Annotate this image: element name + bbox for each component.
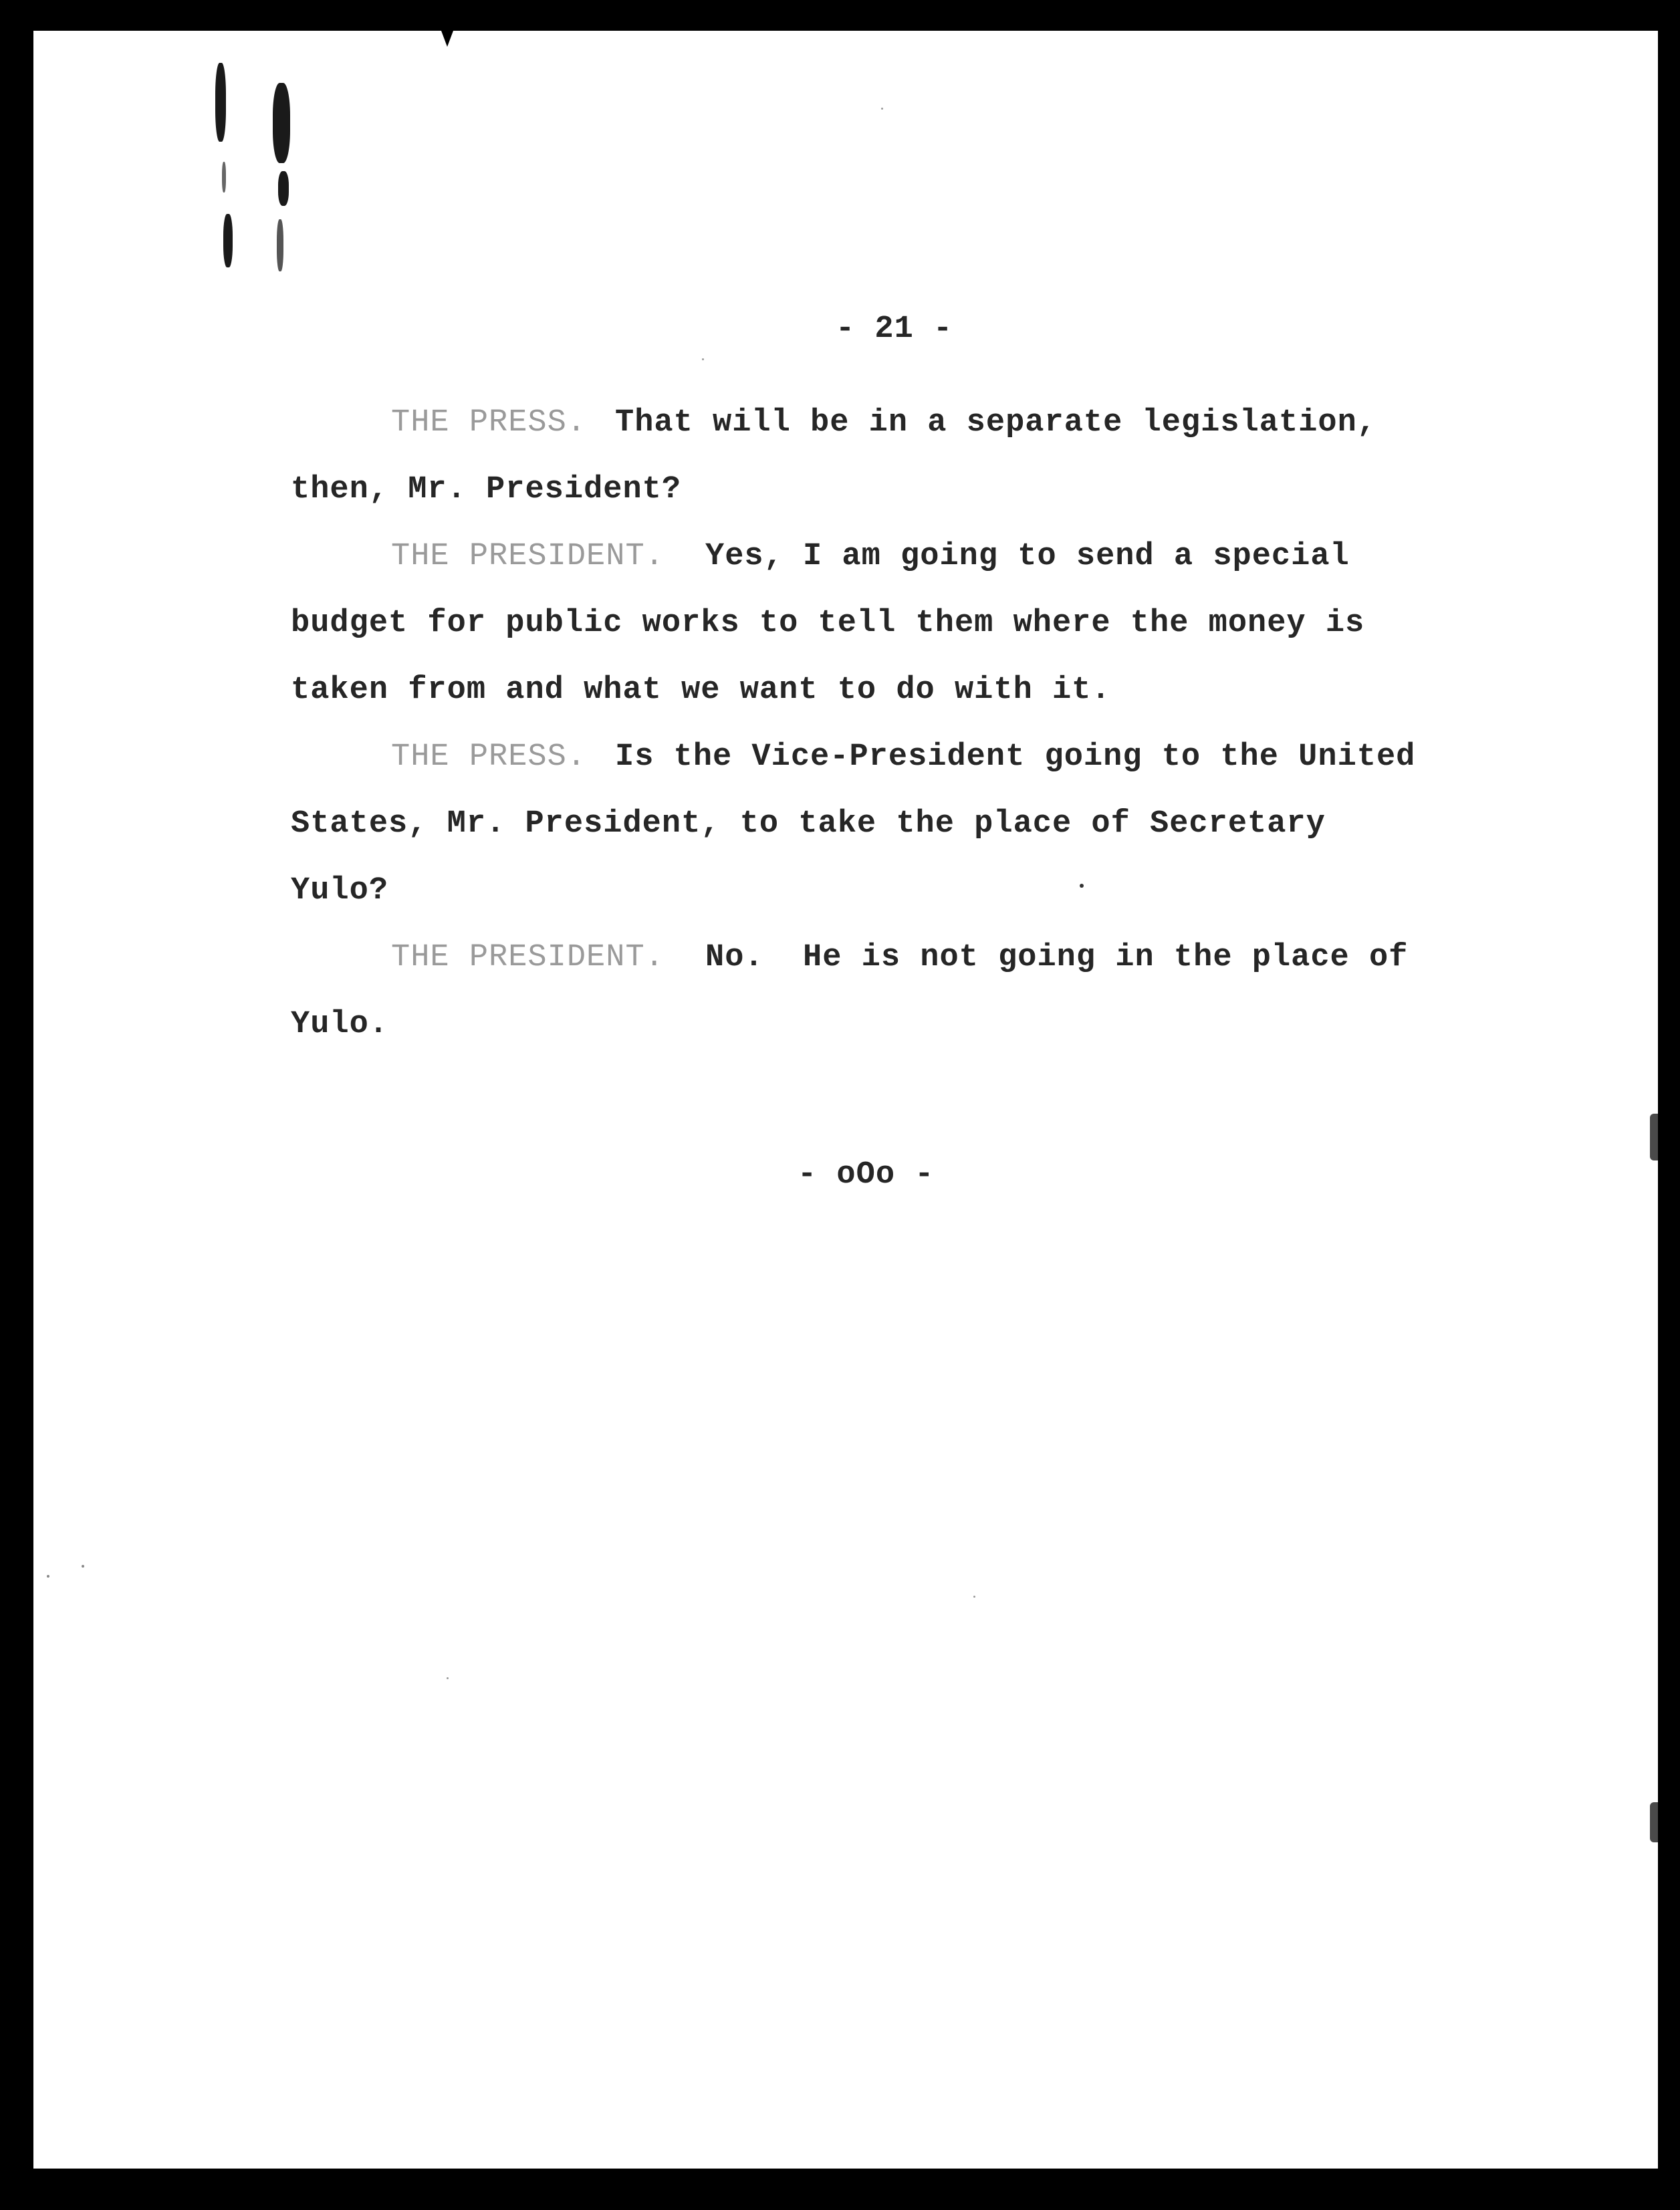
binding-mark-left xyxy=(215,63,226,142)
paragraph-line: That will be in a separate legislation, xyxy=(615,405,1376,441)
paragraph-line: budget for public works to tell them where the money is xyxy=(291,606,1365,641)
speaker-label: THE PRESIDENT. xyxy=(391,940,665,975)
paper-speck xyxy=(1080,884,1084,888)
paragraph-line: Yes, I am going to send a special xyxy=(705,539,1350,574)
paper-speck xyxy=(82,1565,84,1568)
paragraph-line: No. He is not going in the place of xyxy=(705,940,1409,975)
paragraph-line: Yulo. xyxy=(291,1007,389,1042)
page-number: - 21 - xyxy=(836,312,953,347)
paragraph-line: States, Mr. President, to take the place of Secretary xyxy=(291,806,1326,842)
page-tab-mark xyxy=(441,31,453,47)
paper-speck xyxy=(881,108,883,110)
binding-mark-right xyxy=(277,219,283,271)
paper-speck xyxy=(447,1677,449,1679)
speaker-label: THE PRESIDENT. xyxy=(391,539,665,574)
binding-mark-right xyxy=(273,83,290,163)
paragraph-line: Yulo? xyxy=(291,873,389,908)
paper-edge-mark xyxy=(1650,1114,1658,1160)
binding-mark-right xyxy=(278,171,289,206)
paper-speck xyxy=(973,1596,975,1598)
binding-mark-left xyxy=(223,214,233,267)
document-page xyxy=(33,31,1658,2169)
paper-speck xyxy=(47,1575,49,1578)
paper-edge-mark xyxy=(1650,1802,1658,1842)
binding-mark-left xyxy=(222,162,226,193)
paragraph-line: then, Mr. President? xyxy=(291,472,682,507)
paragraph-line: Is the Vice-President going to the United xyxy=(615,739,1416,775)
paragraph-line: taken from and what we want to do with it. xyxy=(291,672,1111,708)
paper-speck xyxy=(702,358,704,360)
speaker-label: THE PRESS. xyxy=(391,739,587,775)
speaker-label: THE PRESS. xyxy=(391,405,587,441)
end-mark: - oOo - xyxy=(798,1157,935,1193)
